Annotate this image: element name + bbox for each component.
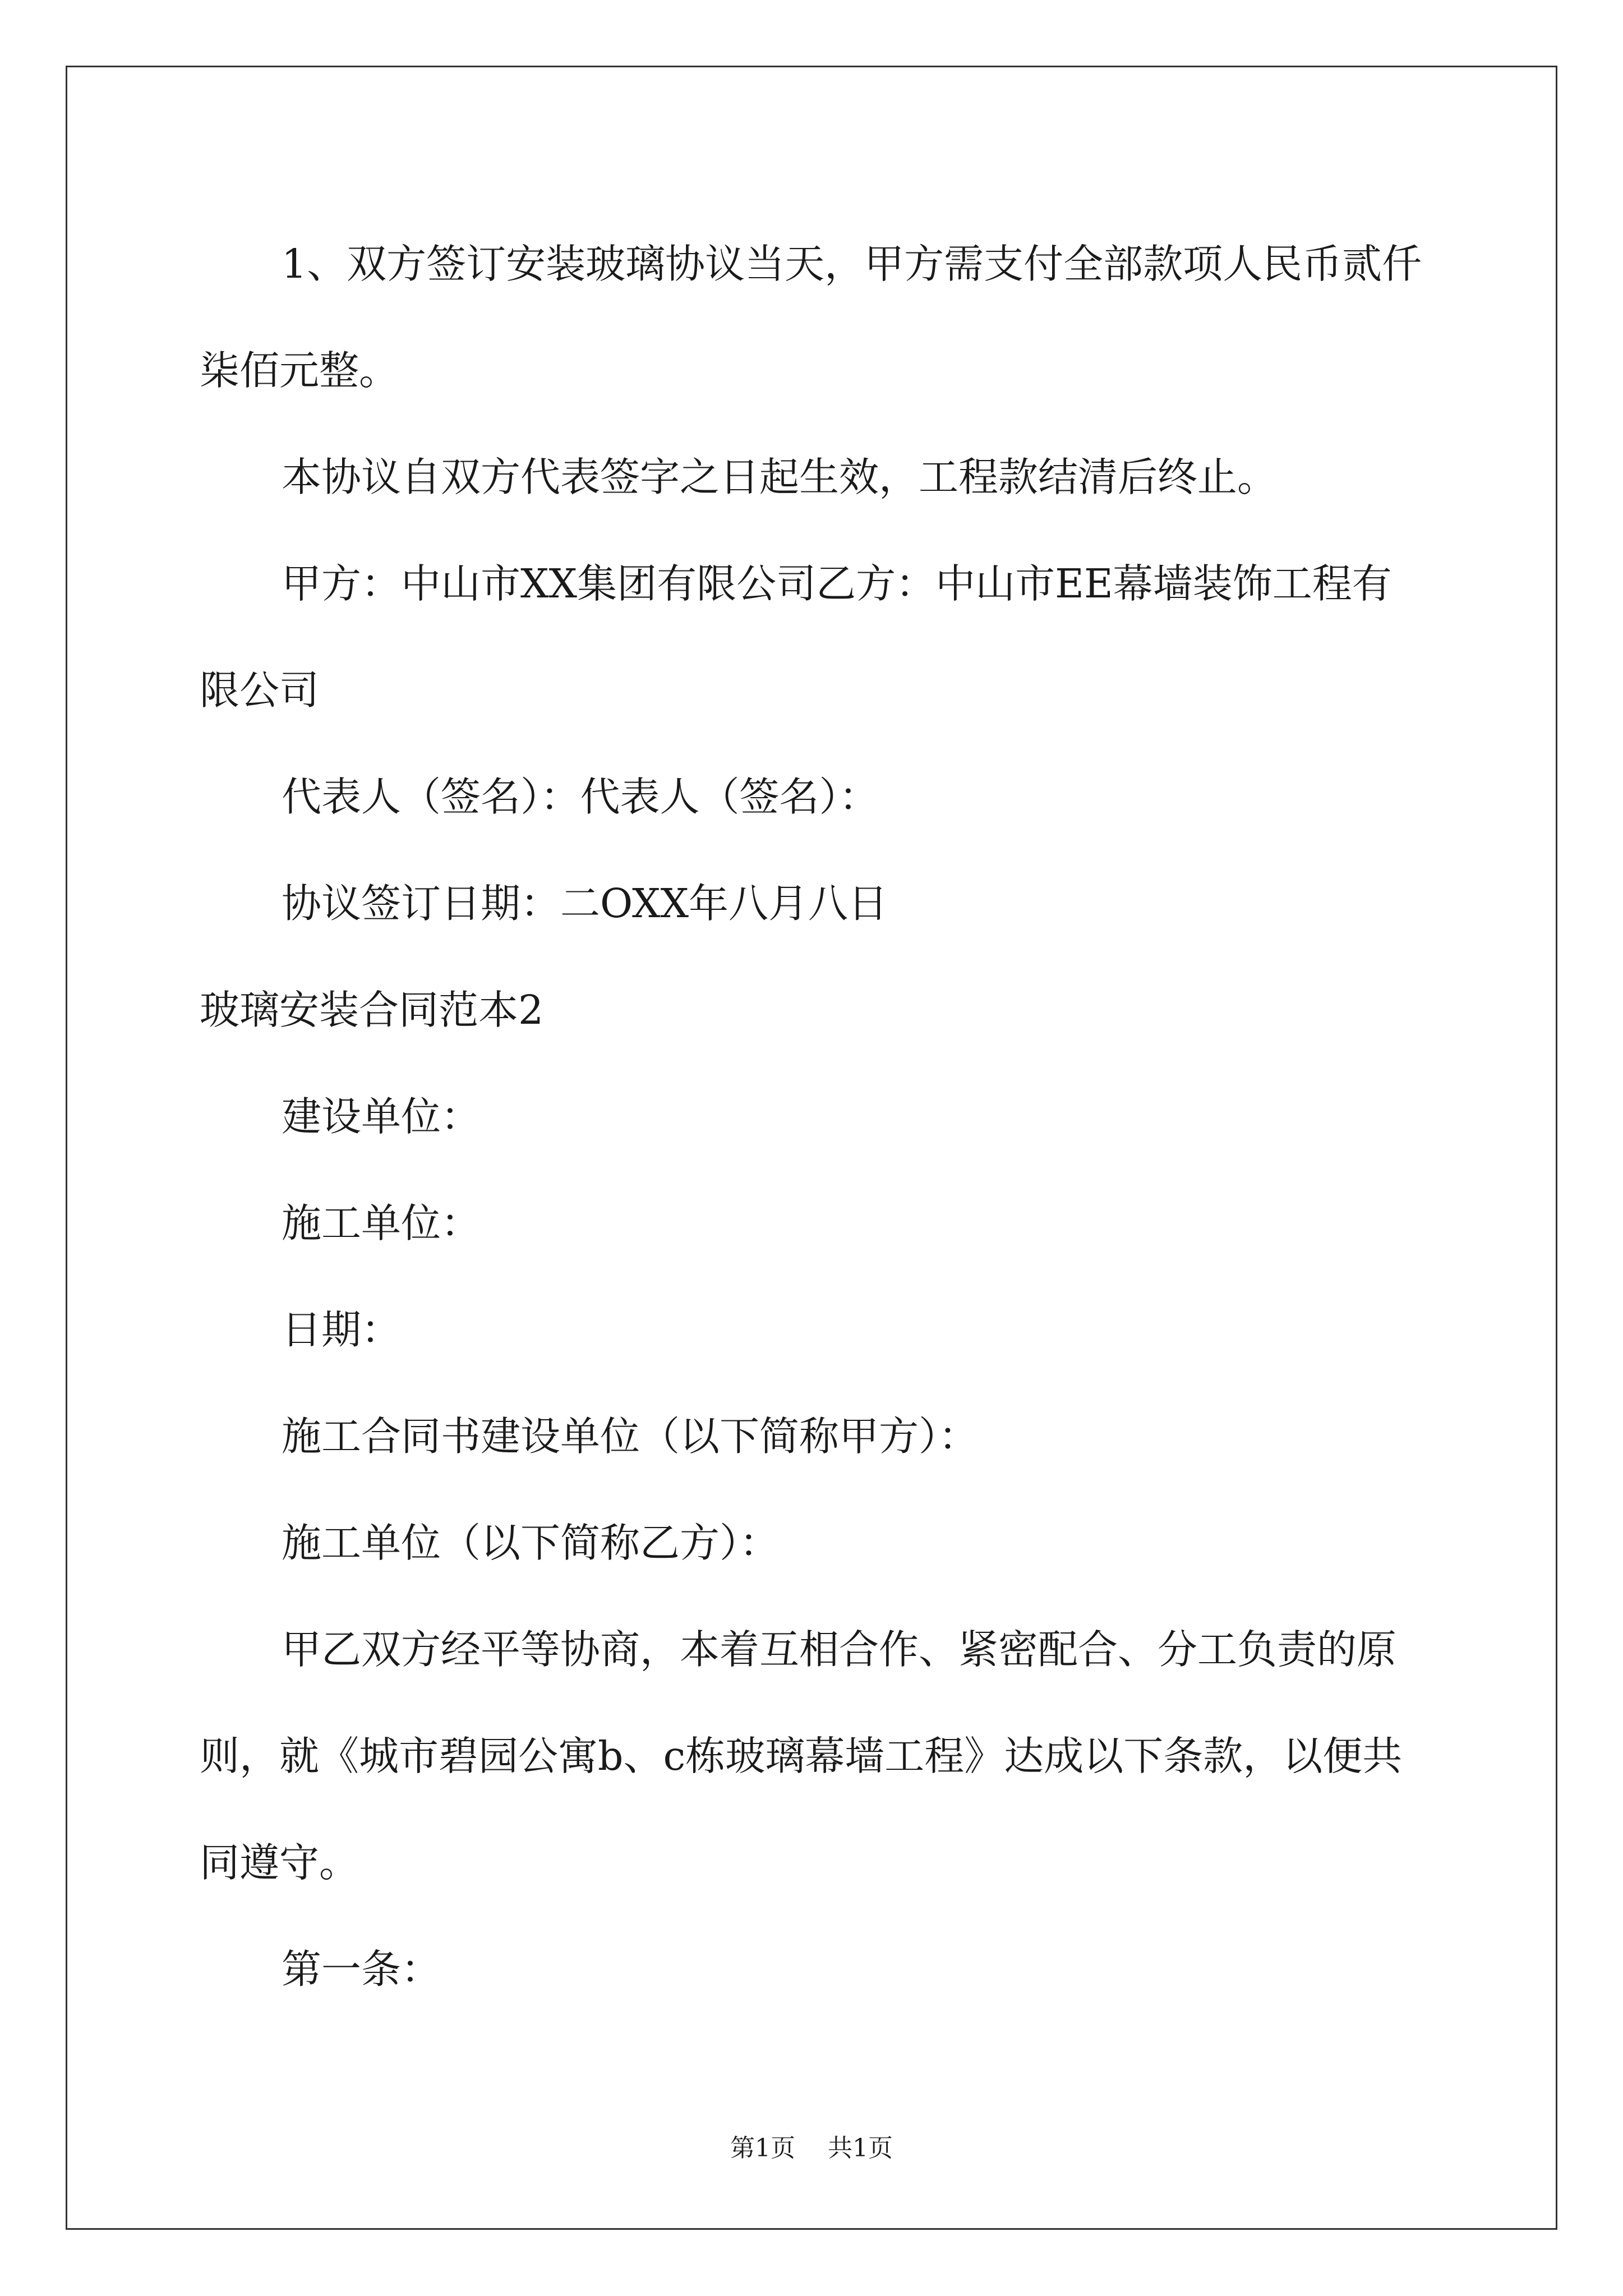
paragraph: 协议签订日期：二OXX年八月八日 [282, 880, 888, 927]
paragraph: 甲乙双方经平等协商，本着互相合作、紧密配合、分工负责的原则，就《城市碧园公寓b、c栋玻璃幕墙工程》达成以下条款，以便共同遵守。 [200, 1626, 1403, 1886]
paragraph: 施工单位（以下简称乙方）： [282, 1520, 780, 1566]
paragraph: 第一条： [282, 1946, 441, 1993]
paragraph: 本协议自双方代表签字之日起生效，工程款结清后终止。 [282, 454, 1278, 500]
paragraph: 甲方：中山市XX集团有限公司乙方：中山市EE幕墙装饰工程有限公司 [200, 560, 1392, 714]
page-total: 共1页 [828, 2134, 893, 2162]
paragraph: 施工合同书建设单位（以下简称甲方）： [282, 1413, 979, 1460]
paragraph: 施工单位： [282, 1200, 481, 1246]
section-title: 玻璃安装合同范本2 [200, 987, 544, 1033]
paragraph: 日期： [282, 1306, 402, 1353]
paragraph: 1、双方签订安装玻璃协议当天，甲方需支付全部款项人民币贰仟柒佰元整。 [200, 241, 1422, 394]
document-body [200, 211, 1422, 2023]
page-footer [0, 2132, 1623, 2165]
paragraph: 建设单位： [282, 1093, 481, 1140]
paragraph: 代表人（签名）：代表人（签名）： [282, 774, 879, 820]
page-number: 第1页 [730, 2134, 795, 2162]
